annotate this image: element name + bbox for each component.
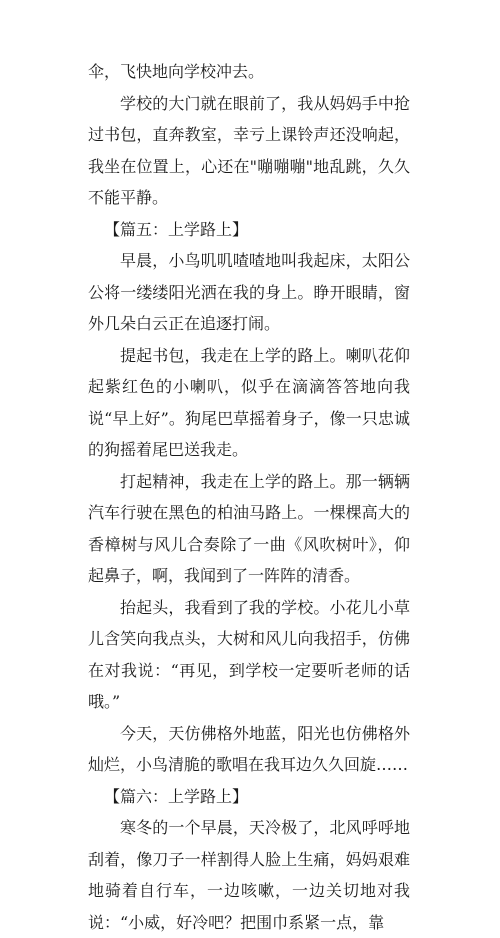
paragraph: 学校的大门就在眼前了，我从妈妈手中抢过书包，直奔教室，幸亏上课铃声还没响起，我坐在位置上，心还在"嘣嘣嘣"地乱跳，久久不能平静。 xyxy=(88,93,410,207)
paragraph-continuation: 伞，飞快地向学校冲去。 xyxy=(88,62,265,81)
paragraph: 今天，天仿佛格外地蓝，阳光也仿佛格外灿烂，小鸟清脆的歌唱在我耳边久久回旋…… xyxy=(88,723,410,774)
section-heading-6: 【篇六：上学路上】 xyxy=(104,786,249,806)
paragraph: 提起书包，我走在上学的路上。喇叭花仰起紫红色的小喇叭，似乎在滴滴答答地向我说“早上好”。狗尾巴草摇着身子，像一只忠诚的狗摇着尾巴送我走。 xyxy=(88,345,410,459)
section-heading-5: 【篇五：上学路上】 xyxy=(104,219,249,239)
paragraph: 早晨，小鸟叽叽喳喳地叫我起床，太阳公公将一缕缕阳光洒在我的身上。睁开眼睛，窗外几朵白云正在追逐打闹。 xyxy=(88,251,410,333)
paragraph: 打起精神，我走在上学的路上。那一辆辆汽车行驶在黑色的柏油马路上。一棵棵高大的香樟树与风儿合奏除了一曲《风吹树叶》，仰起鼻子，啊，我闻到了一阵阵的清香。 xyxy=(88,471,410,585)
paragraph: 寒冬的一个早晨，天冷极了，北风呼呼地刮着，像刀子一样割得人脸上生痛，妈妈艰难地骑着自行车，一边咳嗽，一边关切地对我说：“小威，好冷吧？把围巾系紧一点，靠 xyxy=(88,818,410,932)
document-body xyxy=(88,56,410,938)
paragraph: 抬起头，我看到了我的学校。小花儿小草儿含笑向我点头，大树和风儿向我招手，仿佛在对我说：“再见，到学校一定要听老师的话哦。” xyxy=(88,597,410,711)
